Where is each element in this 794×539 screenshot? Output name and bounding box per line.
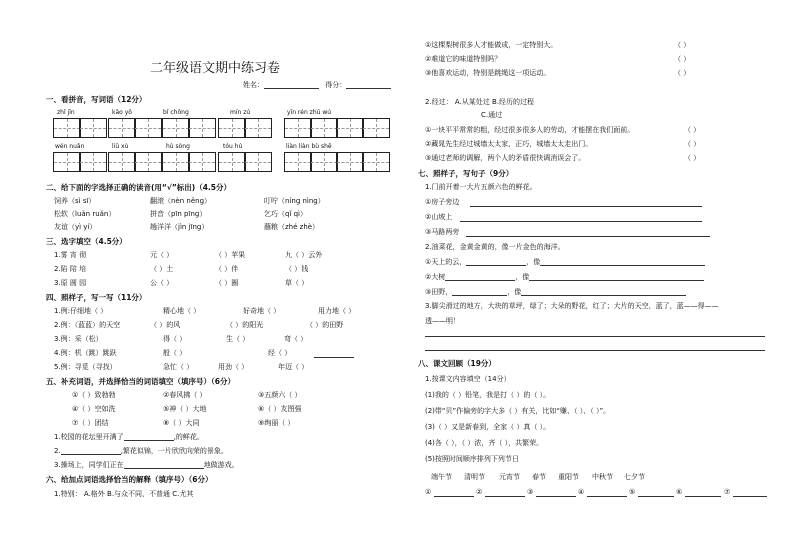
fill-blank[interactable]: [124, 468, 204, 469]
s6-answer[interactable]: （ ）: [674, 69, 691, 77]
s3-item: 草（ ）: [285, 279, 309, 287]
s7-q2-line: [425, 274, 704, 281]
s5-item: ⑤神（ ）大地: [163, 405, 207, 413]
s4-item: 用劲（ ）: [218, 363, 249, 371]
festival: 元宵节: [499, 473, 520, 481]
s2-item: 趟洋洋（jìn jīng）: [150, 223, 209, 231]
order-num: ⑥: [676, 488, 683, 496]
festival: 端午节: [431, 473, 452, 481]
name-label: 姓名：: [243, 81, 264, 89]
s4-item: 4.例：机（跳）跳跃: [54, 349, 117, 357]
s2-item: 拼音（pīn pīng）: [150, 210, 207, 218]
s6-answer[interactable]: （ ）: [674, 41, 691, 49]
s8-sub1: 1.按课文内容填空（14分）: [425, 375, 511, 383]
s5-item: ⑥（ ）友图强: [258, 405, 302, 413]
s7-q1-line: ②山坡上: [425, 213, 453, 221]
s4-item: 好奇地（ ）: [243, 307, 281, 315]
order-num: ⑤: [629, 488, 636, 496]
s4-blank[interactable]: [314, 357, 354, 358]
char-box[interactable]: [188, 152, 216, 172]
s5-fill-2: [54, 448, 228, 455]
s3-item: 九（ ）云外: [285, 251, 323, 259]
order-blank[interactable]: [733, 496, 767, 497]
s4-item: （ ）的田野: [306, 321, 344, 329]
s6-def-2: 2.经过： A.从某处过 B.经历的过程: [425, 98, 535, 106]
char-box[interactable]: [362, 118, 390, 138]
order-blank[interactable]: [638, 496, 674, 497]
score-blank[interactable]: [346, 88, 391, 89]
s4-item: （ ）的阳光: [226, 321, 264, 329]
s4-item: 般（ ）: [163, 349, 187, 357]
char-box[interactable]: [53, 118, 81, 138]
char-box[interactable]: [188, 118, 216, 138]
festival: 春节: [532, 473, 546, 481]
s8-line: (4)各（ ），（ ）浓，齐（ ），共繁荣。: [425, 439, 544, 447]
q2-text: ②大树: [425, 273, 446, 281]
s6-answer[interactable]: （ ）: [684, 154, 701, 162]
s7-q1-line: ①房子旁边: [425, 198, 460, 206]
s3-item: （ ）钱: [285, 265, 309, 273]
char-box[interactable]: [218, 152, 246, 172]
fill-blank[interactable]: [124, 440, 174, 441]
q2-blank[interactable]: [445, 280, 515, 281]
pinyin-1: zhǐ jīn: [57, 109, 75, 116]
q2-text: ，像: [515, 273, 530, 281]
s7-answer-line[interactable]: [425, 350, 765, 351]
char-box[interactable]: [310, 118, 338, 138]
s7-q3b: 透——明！: [425, 317, 460, 325]
s3-item: （ ）苹果: [215, 251, 246, 259]
s6-def-1: 1.特别： A.格外 B.与众不同，不普通 C.尤其: [54, 490, 194, 498]
fill-text: ,的鲜花。: [173, 433, 204, 441]
fill-blank[interactable]: [61, 454, 121, 455]
order-blank[interactable]: [685, 496, 721, 497]
s5-item: ④（ ）空如洗: [72, 405, 116, 413]
s2-item: 饲养（sì sī）: [54, 197, 96, 205]
section-7-heading: 七、照样子，写句子（9分）: [418, 169, 514, 178]
s6-answer[interactable]: （ ）: [674, 55, 691, 63]
pinyin-5: yīn rén zhū wú: [287, 109, 332, 116]
s5-fill-3: [54, 462, 239, 469]
char-box[interactable]: [362, 152, 390, 172]
section-1-heading: 一、看拼音，写词语（12分）: [46, 95, 147, 104]
s5-item: ③五颜六（ ）: [258, 391, 302, 399]
order-num: ③: [527, 488, 534, 496]
s7-blank[interactable]: [460, 221, 702, 222]
s2-item: 乞巧（qǐ qì）: [264, 210, 308, 218]
s7-q2-line: [425, 289, 686, 296]
fill-text: 3.操场上，同学们正在: [54, 461, 124, 469]
s5-item: ②春风拂（ ）: [163, 391, 207, 399]
pinyin-3: bǐ chōng: [163, 109, 189, 116]
s3-item: 公（ ）: [150, 279, 174, 287]
q2-text: ①天上的云，: [425, 258, 467, 266]
q2-blank[interactable]: [466, 265, 526, 266]
s4-item: 年迈（ ）: [278, 363, 309, 371]
s4-item: 5.例：寻觅（寻找）: [54, 363, 117, 371]
s7-q2: 2.油菜花，金黄金黄的，像一片金色的海洋。: [425, 243, 565, 251]
char-box[interactable]: [79, 152, 107, 172]
name-field: [243, 82, 391, 89]
s3-item: 元（ ）: [150, 251, 174, 259]
s6-item: ③通过老师的调解，两个人的矛盾很快调消误会了。: [425, 154, 586, 162]
festival: 重阳节: [558, 473, 579, 481]
s6-item: ②难道它的味道特别吗？: [425, 55, 502, 63]
s5-fill-1: [54, 434, 204, 441]
s2-item: 蘸粮（zhé zhè）: [264, 223, 320, 231]
order-blank[interactable]: [434, 496, 474, 497]
char-box[interactable]: [336, 118, 364, 138]
s6-item: ③他喜欢运动，特别是跳绳这一项运动。: [425, 69, 551, 77]
pinyin-8: hù sòng: [166, 143, 190, 150]
s6-answer[interactable]: （ ）: [684, 140, 701, 148]
s6-answer[interactable]: （ ）: [684, 126, 701, 134]
order-blank[interactable]: [485, 496, 525, 497]
s8-sub2: (5)按照时间顺序排列下列节日: [425, 455, 519, 463]
fill-text: ,繁花似锦，一片欣欣向荣的景象。: [120, 447, 228, 455]
s3-item: 1.雾 宵 彻: [54, 251, 87, 259]
q2-blank[interactable]: [540, 265, 705, 266]
s8-line: (3)（ ）又是新春到，全家（ ）真（ ）。: [425, 423, 551, 431]
char-box[interactable]: [134, 152, 162, 172]
fill-text: 地做游戏。: [203, 461, 239, 469]
s8-line: (1)我的（ ）铅笔，我是打（ ）的（ ）。: [425, 391, 551, 399]
s3-item: （ ）圈: [215, 279, 239, 287]
pinyin-4: mín zú: [230, 109, 251, 116]
order-blank[interactable]: [587, 496, 627, 497]
char-box[interactable]: [134, 118, 162, 138]
char-box[interactable]: [79, 118, 107, 138]
s5-item: ⑧（ ）大同: [163, 419, 200, 427]
s2-item: 翻滚（nèn něng）: [150, 197, 212, 205]
festival: 七夕节: [624, 473, 645, 481]
score-label: 得分：: [325, 81, 347, 89]
page-title: 二年级语文期中练习卷: [150, 61, 281, 76]
s8-line: (2)带“贝”作偏旁的字大多（ ）有关，比如“赚、（ ）、（ ）”。: [425, 407, 611, 415]
s4-item: 急忙（ ）: [163, 363, 194, 371]
section-5-heading: 五、补充词语，并选择恰当的词语填空（填序号）（6分）: [46, 377, 235, 386]
s4-item: 1.例:仔细地（ ）: [54, 307, 108, 315]
s3-item: 2.陷 陪 培: [54, 265, 87, 273]
section-2-heading: 二、给下面的字选择正确的读音(用“√”标出)（4.5分）: [46, 183, 232, 192]
festival: 中秋节: [592, 473, 613, 481]
s7-blank[interactable]: [466, 236, 710, 237]
pinyin-6: wén nuǎn: [55, 143, 85, 150]
pinyin-7: liǔ xù: [112, 143, 129, 150]
section-3-heading: 三、选字填空（4.5分）: [46, 237, 127, 246]
section-6-heading: 六、给加点词语选择恰当的解释（填序号）（6分）: [46, 475, 213, 484]
order-num: ⑦: [724, 488, 731, 496]
pinyin-2: kāo yǒ: [112, 109, 132, 116]
char-box[interactable]: [162, 152, 190, 172]
order-blank[interactable]: [536, 496, 576, 497]
section-8-heading: 八、课文回顾（19分）: [418, 359, 496, 368]
s7-q2-line: [425, 259, 705, 266]
order-num: ①: [425, 488, 432, 496]
char-box[interactable]: [244, 152, 272, 172]
fill-text: 2.: [54, 447, 61, 455]
s3-item: 3.原 圆 园: [54, 279, 87, 287]
char-box[interactable]: [310, 152, 338, 172]
pinyin-9: tóu hú: [223, 143, 243, 150]
s2-item: 叮咛（níng nìng）: [264, 197, 325, 205]
s7-q1-line: ③马路两旁: [425, 228, 460, 236]
order-num: ④: [578, 488, 585, 496]
s6-item: ②藏晁先生经过城墙太太家，正巧，城墙太太走出门。: [425, 140, 593, 148]
s2-item: 友谊（yì yí）: [54, 223, 97, 231]
s5-item: ⑨绚丽（ ）: [258, 419, 295, 427]
section-4-heading: 四、照样子，写一写（11分）: [46, 293, 147, 302]
order-num: ②: [476, 488, 483, 496]
s6-item: ①这棵梨树很多人才能做成，一定特别大。: [425, 41, 558, 49]
char-box[interactable]: [108, 152, 136, 172]
s3-item: （ ）土: [150, 265, 174, 273]
char-box[interactable]: [108, 118, 136, 138]
char-box[interactable]: [53, 152, 81, 172]
char-box[interactable]: [284, 118, 312, 138]
s4-item: 生（ ）: [226, 335, 250, 343]
q2-blank[interactable]: [521, 295, 686, 296]
s4-item: （ ）的风: [150, 321, 181, 329]
char-box[interactable]: [218, 118, 246, 138]
char-box[interactable]: [284, 152, 312, 172]
s2-item: 松软（luǎn ruǎn）: [54, 210, 116, 218]
s7-q3: 3.脚尖滑过的地方，大块的草坪，绿了；大朵的野花，红了；大片的天空，蓝了，蓝——得——: [425, 302, 719, 310]
pinyin-10: liàn liàn bù shě: [286, 143, 332, 150]
s4-item: 精心地（ ）: [163, 307, 201, 315]
s3-item: （ ）伴: [215, 265, 239, 273]
fill-text: 1.校园的花坛里开满了: [54, 433, 124, 441]
char-box[interactable]: [244, 118, 272, 138]
s4-item: 2.例：（蓝蓝）的天空: [54, 321, 121, 329]
s7-q1: 1.门前开着一大片五颜六色的鲜花。: [425, 183, 537, 191]
s7-blank[interactable]: [470, 206, 702, 207]
festival: 清明节: [464, 473, 485, 481]
q2-text: ，像: [507, 288, 522, 296]
q2-blank[interactable]: [529, 280, 704, 281]
name-blank[interactable]: [264, 88, 319, 89]
s5-item: ①（ ）致勃勃: [72, 391, 116, 399]
s4-item: 3.例：采（松）: [54, 335, 103, 343]
s4-item: 得（ ）: [163, 335, 187, 343]
q2-text: ，像: [526, 258, 541, 266]
s4-item: 用力地（ ）: [318, 307, 356, 315]
s4-item: 弯（ ）: [284, 335, 308, 343]
char-box[interactable]: [336, 152, 364, 172]
s4-item: 经（ ）: [268, 349, 292, 357]
s5-item: ⑦（ ）团结: [72, 419, 109, 427]
q2-text: ③田野，: [425, 288, 453, 296]
s6-item: ①一块平平常常的粗，经过很多很多人的劳动，才能摆在我们面前。: [425, 126, 635, 134]
s7-answer-line[interactable]: [425, 336, 765, 337]
s6-def-2c: C.通过: [481, 111, 503, 119]
char-box[interactable]: [162, 118, 190, 138]
q2-blank[interactable]: [452, 295, 507, 296]
